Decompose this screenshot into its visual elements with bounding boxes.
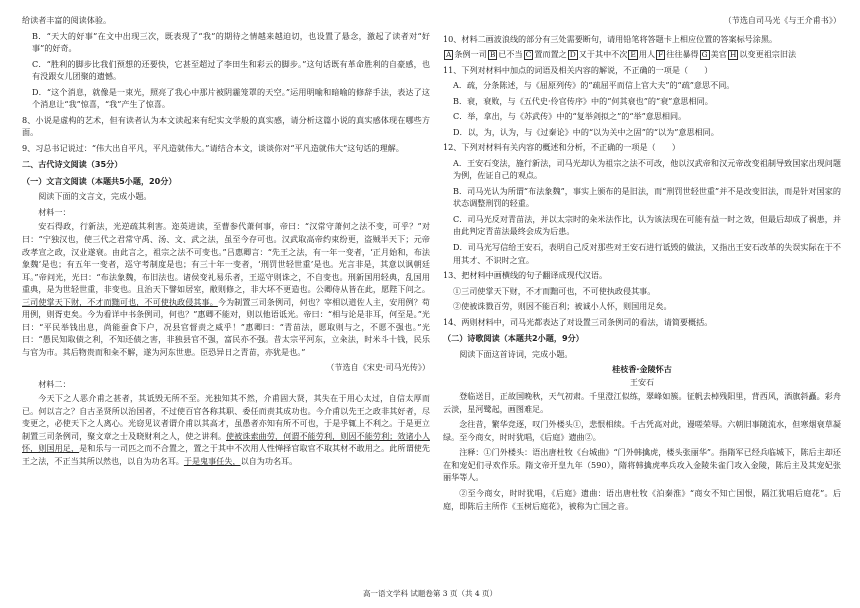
question-11-option-c: C．举，拿出，与《苏武传》中的“复举剑拟之”的“举”意思相同。 <box>453 111 687 122</box>
segment-text: 美官 <box>710 49 727 60</box>
question-12-option-a: A．王安石变法，施行新法，司马光却认为祖宗之法不可改，他以汉武帝和汉元帝改变祖制导致国家出现问题为例，佐证自己的观点。 <box>453 157 841 181</box>
material-2-source: （节选自司马光《与王介甫书》） <box>723 15 841 25</box>
question-8: 8、小说是虚构的艺术，但有读者认为本文读起来有纪实文学般的真实感，请分析这篇小说的真实感体现在哪些方面。 <box>22 114 430 138</box>
left-column <box>22 14 430 471</box>
question-12-option-d: D．司马光写信给王安石，表明自己反对那些对王安石进行诋毁的做法，又指出王安石改革的失误实际在于不用其才、不识时之宜。 <box>453 241 841 265</box>
material-1-text-b: 今为制置三司条例司，何也？宰相以道佐人主，安用例？苟用例，则胥吏矣。今为看详中书条例司，何也？”惠卿不能对，则以他语诋光。帝曰：“相与论是非耳，何至是。”光曰：“平民举钱出息，尚能蚕食下户，况县官督责之威乎！”惠卿曰：“青苗法，愿取则与之，不愿不强也。”光曰：“愚民知取债之利，不知还债之害，非独县官不强，富民亦不强。昔太宗平河东，立籴法，时米斗十钱，民乐与官为市。其后物贵而和籴不解，遂为河东世患。臣恐异日之青苗，亦犹是也。” <box>22 296 430 357</box>
question-11: 11、下列对材料中加点的词语及相关内容的解说，不正确的一项是（ ） <box>443 64 713 75</box>
segment-box: C <box>525 50 532 60</box>
question-10: 10、材料二画波浪线的部分有三处需要断句，请用铅笔将答题卡上相应位置的答案标号涂黑。 <box>443 33 778 44</box>
note-2: ②至今商女，时时犹唱，《后庭》遗曲：语出唐杜牧《泊秦淮》“商女不知亡国恨，隔江犹唱后庭花”。后庭，即陈后主所作《玉树后庭花》，被称为亡国之音。 <box>443 488 841 511</box>
intro-tail: 给读者丰富的阅读体验。 <box>22 15 112 25</box>
material-1-underlined: 三司使掌天下财，不才而黜可也，不可使执政侵其事。 <box>22 296 218 307</box>
question-11-option-b: B．衰，衰败，与《五代史·伶官传序》中的“何其衰也”的“衰”意思相同。 <box>453 95 713 106</box>
question-12-option-c: C．司马光反对青苗法，并以太宗时的籴米法作比，认为该法现在可能有益一时之效，但最后却成了祸患，并由此判定青苗法最终会成为后患。 <box>453 213 841 237</box>
section-2-heading: 二、古代诗文阅读（35分） <box>22 159 123 170</box>
notes <box>443 446 841 484</box>
question-14: 14、两则材料中，司马光都表达了对设置三司条例司的看法，请简要概括。 <box>443 316 713 327</box>
material-2-text-c: 以自为功名耳。 <box>240 456 298 466</box>
note-1: ①门外楼头：语出唐杜牧《台城曲》“门外韩擒虎，楼头张丽华”。指隋军已经兵临城下，陈后主却还在和宠妃们寻欢作乐。隋文帝开皇九年（590），隋将韩擒虎率兵攻入金陵朱雀门攻入金陵，陈后主及其宠妃张丽华等人。 <box>443 447 841 483</box>
question-12-option-b: B．司马光认为所谓“布法象魏”，事实上颁布的是旧法，而“刑罚世轻世重”并不是改变旧法，而是针对国家的状态调整刑罚的轻重。 <box>453 185 841 209</box>
material-1-label: 材料一： <box>38 206 71 217</box>
segment-box: A <box>446 50 452 60</box>
segment-box: F <box>658 50 664 60</box>
question-13-item-1: ①三司使掌天下财，不才而黜可也，不可使执政侵其事。 <box>453 285 656 296</box>
section-2-2-heading: （二）诗歌阅读（本题共2小题，9分） <box>443 333 584 344</box>
segment-box: G <box>701 50 708 60</box>
question-13-item-2: ②使被诛戮百劳，则因不能百利；被诚小人怀，则国用足矣。 <box>453 301 672 312</box>
material-2-underlined-1: 使被诛索曲劳，何谓不能劳利，则因不能劳利； <box>226 430 398 441</box>
poem-prompt: 阅读下面这首诗词，完成小题。 <box>459 348 573 359</box>
question-11-option-d: D．以，为，认为，与《过秦论》中的“以为关中之固”的“以为”意思相同。 <box>453 126 719 137</box>
segment-text: 又于其中不次 <box>578 49 628 60</box>
material-1-text-a: 安石得政，行新法，光逆疏其利害。迩英进读，至曹参代萧何事，帝曰：“汉常守萧何之法不变，可乎？”对曰：“宁独汉也，使三代之君常守禹、汤、文、武之法，虽至今存可也。汉武取高帝约束纷更，盗贼半天下；元帝改孝宣之政，汉业遂衰。由此言之，祖宗之法不可变也。”吕惠卿言：“先王之法，有一年一变者，‘正月始和，布法象魏’是也；有五年一变者，巡守考制度是也；有三十年一变者，‘刑罚世轻世重’是也。光言非是，其意以讽朝廷耳。”帝问光，光曰：“布法象魏，布旧法也。诸侯变礼易乐者，王巡守则诛之，不自变也。刑新国用轻典，乱国用重典，是为世轻世重，非变也。且治天下譬如居室，敝则修之，非大坏不更造也。公卿侍从皆在此，愿陛下问之。 <box>22 221 430 295</box>
question-11-option-a: A．疏，分条陈述，与《屈原列传》的“疏屈平而信上官大夫”的“疏”意思不同。 <box>453 80 735 91</box>
segment-box: D <box>569 50 576 60</box>
notes-label: 注释： <box>459 447 484 458</box>
segment-text: 以变更祖宗旧法 <box>739 49 797 60</box>
question-13: 13、把材料中画横线的句子翻译成现代汉语。 <box>443 270 608 281</box>
segment-text: 已不当 <box>498 49 523 60</box>
segment-text: 条例一司 <box>454 49 487 60</box>
segment-text: 置而置之 <box>534 49 567 60</box>
material-2-underlined-3: 于是鬼事任失， <box>183 456 241 466</box>
material-2-text <box>22 392 430 467</box>
material-2-text-b: 是和乐与一司匹之而不合置之，置之于其中不次用人性惮择官取官不取其材不敢用之。此所谓使先王之法，不正当其所以然也，以自为功名耳。 <box>22 443 430 466</box>
reading-prompt: 阅读下面的文言文，完成小题。 <box>38 191 152 202</box>
right-column <box>443 14 841 515</box>
material-1-text <box>22 220 430 358</box>
segment-box: B <box>489 50 496 60</box>
poem-title: 桂枝香·金陵怀古 <box>612 364 672 375</box>
option-d: D．“这个消息，就像是一束光，照亮了我心中那片被阴霾笼罩的天空。”运用明喻和暗喻的修辞手法，表达了这个消息让“我”惊喜，“我”产生了惊喜。 <box>32 86 430 110</box>
poem-line-1: 登临送目，正故国晚秋，天气初肃。千里澄江似练，翠峰如簇。征帆去棹残阳里，背西风，酒旗斜矗。彩舟云淡，星河鹭起，画图难足。 <box>443 391 841 414</box>
material-2-underlined-2: 效诸小人怀，则国用足， <box>22 430 430 454</box>
material-2-text-a: 今天下之人恶介甫之甚者，其诋毁无所不至。光独知其不然，介甫固大贤，其失在于用心太过，自信太厚而已。何以言之？自古圣贤所以治国者，不过使百官各称其职、委任而责其成功也。今介甫以先王之政非其好者，尽变更之，必使天下之人离心。光窃见议者谓介甫以其高才，虽愚者亦知有所不可也，于是乎辄上不利之。于是更立制置三司条例司，聚文章之士及晓财利之人，使之讲利。 <box>22 393 430 441</box>
question-12: 12、下列对材料有关内容的概述和分析，不正确的一项是（ ） <box>443 142 680 153</box>
option-b: B．“天大的好事”在文中出现三次，既表现了“我”的期待之情越来越迫切，也设置了悬念，激起了读者对“好事”的好奇。 <box>32 30 430 54</box>
poem-author: 王安石 <box>629 376 655 387</box>
option-c: C．“胜利的脚步比我们预想的还要快，它甚至超过了李田生和彩云的脚步。”这句话既有革命胜利的自豪感，也有没跟女儿团聚的遗憾。 <box>32 58 430 82</box>
segment-text: 往往暴得 <box>666 49 699 60</box>
segment-box: H <box>729 50 737 60</box>
segment-box: E <box>630 50 636 60</box>
material-1-source: （节选自《宋史·司马光传》） <box>326 362 430 373</box>
segment-text: 用人 <box>638 49 656 60</box>
question-10-segments <box>443 48 841 61</box>
section-2-1-heading: （一）文言文阅读（本题共5小题，20分） <box>22 175 177 186</box>
material-2-label: 材料二： <box>38 378 71 389</box>
question-9: 9、习总书记说过：“伟大出自平凡，平凡造就伟大。”请结合本文，谈谈你对“平凡造就伟大”这句话的理解。 <box>22 142 404 153</box>
poem-line-2: 念往昔，繁华竞逐，叹门外楼头①，悲恨相续。千古凭高对此，谩嗟荣辱。六朝旧事随流水，但寒烟衰草凝绿。至今商女，时时犹唱，《后庭》遗曲②。 <box>443 419 841 442</box>
page-footer: 高一语文学科 试题卷第 3 页（共 4 页） <box>363 589 497 598</box>
